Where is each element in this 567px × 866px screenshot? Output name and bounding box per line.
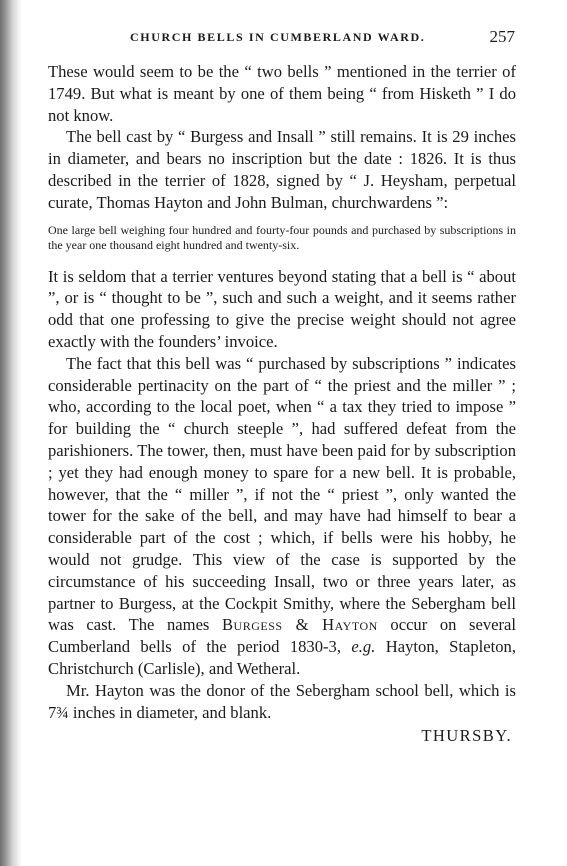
terrier-quote: One large bell weighing four hundred and fourty-four pounds and purchased by subscriptions in the year one thousand eight hundred and twenty-six.	[48, 222, 516, 253]
paragraph-3: It is seldom that a terrier ventures beyond stating that a bell is “ about ”, or is “ thought to be ”, such and such a weight, and it seems rather odd that one professing to give the precise weight should not agree exactly with the founders’ invoice.	[48, 266, 516, 351]
running-head	[60, 27, 515, 49]
body-text	[48, 61, 516, 747]
paragraph-4	[48, 353, 516, 680]
paragraph-4-text-c: Hayton, Stapleton, Christchurch (Carlisle), and Wetheral.	[48, 637, 517, 678]
section-title: THURSBY.	[421, 726, 512, 746]
paragraph-4-text-a: The fact that this bell was “ purchased by subscriptions ” indicates considerable pertinacity on the part of “ the priest and the miller ” ; who, according to the local poet, when “ a tax they tried to impose ” for building the “ church steeple ”, had suffered defeat from the parishioners. The tower, then, must have been paid for by subscription ; yet they had enough money to spare for a new bell. It is probable, however, that the “ miller ”, if not the “ priest ”, only wanted the tower for the sake of the bell, and may have had himself to bear a considerable part of the cost ; which, if bells were his hobby, he would not grudge. This view of the case is supported by the circumstance of his succeeding Insall, two or three years later, as partner to Burgess, at the Cockpit Smithy, where the Sebergham bell was cast. The names	[48, 353, 516, 635]
running-title: CHURCH BELLS IN CUMBERLAND WARD.	[130, 30, 426, 44]
paragraph-4-text-b: occur on several Cumberland bells of the period 1830-3,	[48, 615, 517, 657]
paragraph-5: Mr. Hayton was the donor of the Sebergham school bell, which is 7¾ inches in diameter, and blank.	[48, 680, 516, 722]
eg-abbreviation: e.g.	[351, 637, 376, 657]
paragraph-2: The bell cast by “ Burgess and Insall ” still remains. It is 29 inches in diameter, and bears no inscription but the date : 1826. It is thus described in the terrier of 1828, signed by “ J. Heysham, perpetual curate, Thomas Hayton and John Bulman, churchwardens ”:	[48, 127, 516, 212]
paragraph-1: These would seem to be the “ two bells ” mentioned in the terrier of 1749. But what is meant by one of them being “ from Hisketh ” I do not know.	[48, 62, 516, 125]
founders-names: Burgess & Hayton	[221, 615, 378, 635]
page-number: 257	[489, 27, 515, 46]
